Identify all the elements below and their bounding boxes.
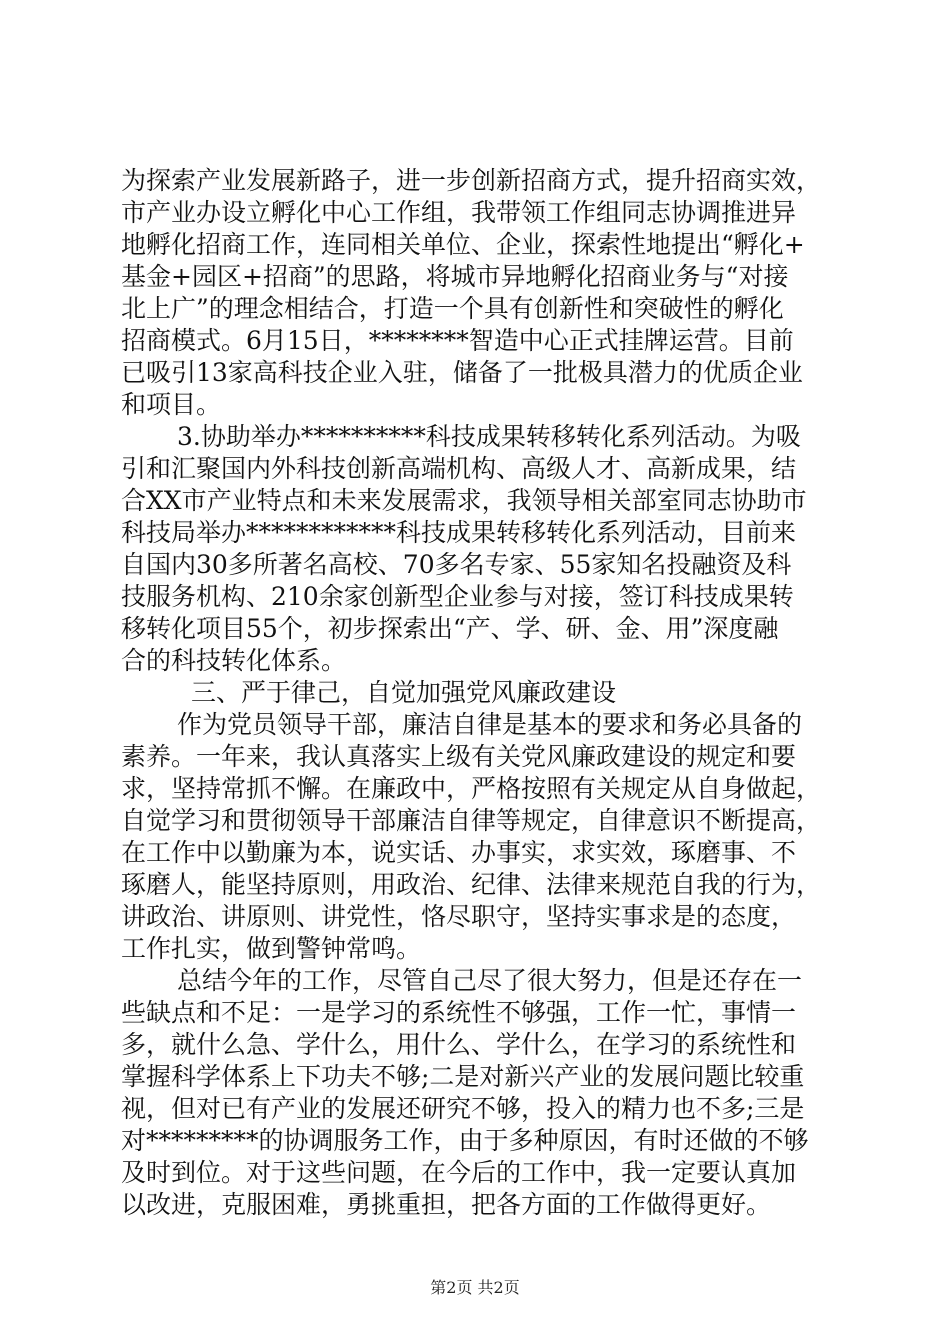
section-heading: 三、严于律己，自觉加强党风廉政建设 [191,678,617,707]
text-line: 为探索产业发展新路子，进一步创新招商方式，提升招商实效， [121,166,822,195]
text-line: 和项目。 [121,390,222,419]
text-line: 地孵化招商工作，连同相关单位、企业，探索性地提出“孵化+ [121,230,805,259]
text-line: 3.协助举办**********科技成果转移转化系列活动。为吸 [177,422,801,451]
document-body [121,165,833,1221]
text-line: 视，但对已有产业的发展还研究不够，投入的精力也不多;三是 [121,1094,805,1123]
text-line: 些缺点和不足：一是学习的系统性不够强，工作一忙，事情一 [121,998,797,1027]
text-line: 基金+园区+招商”的思路，将城市异地孵化招商业务与“对接 [121,262,789,291]
text-line: 在工作中以勤廉为本，说实话、办事实，求实效，琢磨事、不 [121,838,797,867]
text-line: 科技局举办************科技成果转移转化系列活动，目前来 [121,518,797,547]
text-line: 作为党员领导干部，廉洁自律是基本的要求和务必具备的 [177,710,803,739]
text-line: 移转化项目55个，初步探索出“产、学、研、金、用”深度融 [121,614,779,643]
text-line: 多，就什么急、学什么，用什么、学什么，在学习的系统性和 [121,1030,797,1059]
page-footer: 第2页 共2页 [430,1278,520,1297]
text-line: 对*********的协调服务工作，由于多种原因，有时还做的不够 [121,1126,809,1155]
text-line: 及时到位。对于这些问题，在今后的工作中，我一定要认真加 [121,1158,797,1187]
text-line: 合XX市产业特点和未来发展需求，我领导相关部室同志协助市 [121,486,807,515]
text-line: 讲政治、讲原则、讲党性，恪尽职守，坚持实事求是的态度， [121,902,797,931]
text-line: 合的科技转化体系。 [121,646,347,675]
text-line: 技服务机构、210余家创新型企业参与对接，签订科技成果转 [121,582,794,611]
text-line: 求，坚持常抓不懈。在廉政中，严格按照有关规定从自身做起， [121,774,822,803]
text-line: 素养。一年来，我认真落实上级有关党风廉政建设的规定和要 [121,742,797,771]
text-line: 琢磨人，能坚持原则，用政治、纪律、法律来规范自我的行为， [121,870,822,899]
text-line: 招商模式。6月15日，********智造中心正式挂牌运营。目前 [121,326,794,355]
text-line: 已吸引13家高科技企业入驻，储备了一批极具潜力的优质企业 [121,358,803,387]
text-line: 市产业办设立孵化中心工作组，我带领工作组同志协调推进异 [121,198,797,227]
text-line: 以改进，克服困难，勇挑重担，把各方面的工作做得更好。 [121,1190,772,1219]
text-line: 总结今年的工作，尽管自己尽了很大努力，但是还存在一 [177,966,803,995]
text-line: 北上广”的理念相结合，打造一个具有创新性和突破性的孵化 [121,294,784,323]
text-line: 掌握科学体系上下功夫不够;二是对新兴产业的发展问题比较重 [121,1062,805,1091]
text-line: 自国内30多所著名高校、70多名专家、55家知名投融资及科 [121,550,792,579]
text-line: 引和汇聚国内外科技创新高端机构、高级人才、高新成果，结 [121,454,797,483]
text-line: 自觉学习和贯彻领导干部廉洁自律等规定，自律意识不断提高， [121,806,822,835]
text-line: 工作扎实，做到警钟常鸣。 [121,934,422,963]
